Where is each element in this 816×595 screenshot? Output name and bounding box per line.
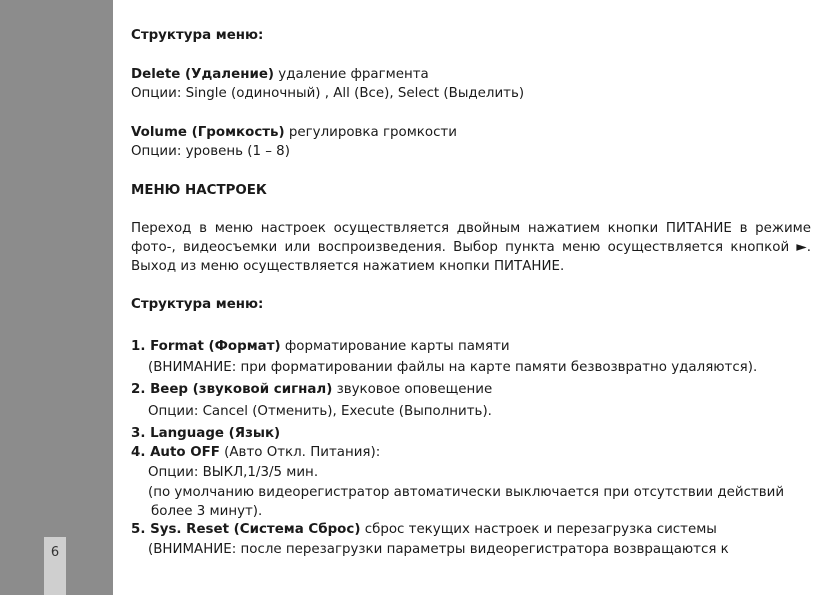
auto-off-options: Опции: ВЫКЛ,1/3/5 мин.	[148, 465, 319, 480]
delete-entry	[131, 65, 429, 84]
format-entry	[131, 337, 510, 356]
language-title: 3. Language (Язык)	[131, 426, 281, 441]
volume-title: Volume (Громкость)	[131, 125, 285, 140]
menu-structure-heading-2: Структура меню:	[131, 297, 264, 312]
format-warning: (ВНИМАНИЕ: при форматировании файлы на карте памяти безвозвратно удаляются).	[148, 360, 758, 375]
format-description: форматирование карты памяти	[280, 339, 510, 354]
page-number: 6	[50, 545, 60, 560]
page-number-tab	[44, 537, 66, 595]
volume-options: Опции: уровень (1 – 8)	[131, 144, 290, 159]
auto-off-description: (Авто Откл. Питания):	[219, 445, 381, 460]
language-entry	[131, 424, 280, 443]
auto-off-entry	[131, 443, 380, 462]
delete-options: Опции: Single (одиночный) , All (Все), Select (Выделить)	[131, 86, 525, 101]
delete-description: удаление фрагмента	[274, 67, 429, 82]
settings-menu-heading: МЕНЮ НАСТРОЕК	[131, 183, 267, 198]
sys-reset-title: 5. Sys. Reset (Система Сброс)	[131, 522, 361, 537]
beep-description: звуковое оповещение	[332, 382, 493, 397]
page-margin-bar	[0, 0, 113, 595]
settings-paragraph-line-1: Переход в меню настроек осуществляется двойным нажатием кнопки ПИТАНИЕ в режиме	[131, 221, 811, 236]
settings-paragraph-line-3: Выход из меню осуществляется нажатием кнопки ПИТАНИЕ.	[131, 259, 565, 274]
beep-entry	[131, 380, 492, 399]
auto-off-note-continued: более 3 минут).	[151, 504, 263, 519]
menu-structure-heading: Структура меню:	[131, 28, 264, 43]
volume-description: регулировка громкости	[284, 125, 457, 140]
sys-reset-description: сброс текущих настроек и перезагрузка системы	[360, 522, 717, 537]
auto-off-note: (по умолчанию видеорегистратор автоматически выключается при отсутствии действий	[148, 485, 785, 500]
beep-options: Опции: Cancel (Отменить), Execute (Выполнить).	[148, 404, 492, 419]
beep-title: 2. Beep (звуковой сигнал)	[131, 382, 333, 397]
sys-reset-entry	[131, 520, 717, 539]
sys-reset-warning: (ВНИМАНИЕ: после перезагрузки параметры видеорегистратора возвращаются к	[148, 542, 729, 557]
volume-entry	[131, 123, 457, 142]
auto-off-title: 4. Auto OFF	[131, 445, 220, 460]
format-title: 1. Format (Формат)	[131, 339, 281, 354]
delete-title: Delete (Удаление)	[131, 67, 275, 82]
settings-paragraph-line-2: фото-, видеосъемки или воспроизведения. Выбор пункта меню осуществляется кнопкой ►.	[131, 240, 811, 255]
